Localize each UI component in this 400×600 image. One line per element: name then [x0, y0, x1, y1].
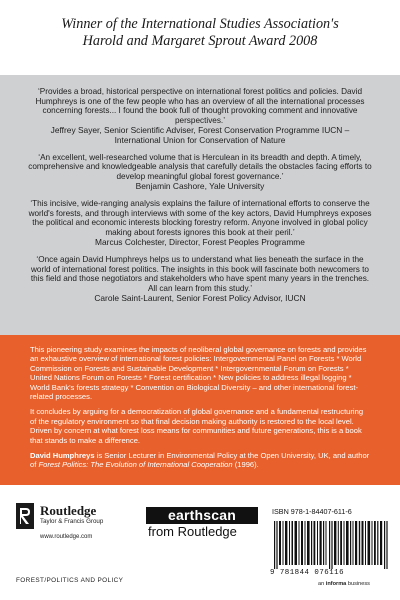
informa-prefix: an — [318, 581, 326, 587]
quote-attribution: Carole Saint-Laurent, Senior Forest Policy Advisor, IUCN — [94, 293, 306, 304]
quote-attribution: Jeffrey Sayer, Senior Scientific Adviser, Forest Conservation Programme IUCN – International Union for Conservation of Nature — [50, 125, 350, 145]
barcode-icon — [272, 521, 390, 569]
author-bio-end: (1996). — [232, 460, 259, 470]
quote-text: ‘An excellent, well-researched volume that is Herculean in its breadth and depth. A timely, comprehensive and knowledgeable analysis that carefully details the obstacles facing efforts to develop meaningful global forest governance.’ — [28, 152, 372, 181]
barcode-number: 9 781844 076116 — [270, 569, 345, 577]
routledge-name: Routledge — [40, 503, 97, 518]
award-line-2: Harold and Margaret Sprout Award 2008 — [82, 33, 318, 49]
author-bio — [30, 451, 370, 470]
quote-attribution: Benjamin Cashore, Yale University — [135, 181, 265, 192]
description-paragraph-2: It concludes by arguing for a democratization of global governance and a fundamental restructuring of the regulatory environment so that final decision making authority is restored to the local level. Driven by concern at what forest loss means for communities and future generations, this is a book that stands to make a difference. — [30, 407, 364, 445]
quote-2 — [28, 153, 372, 192]
author-previous-book: Forest Politics: The Evolution of International Cooperation — [38, 460, 233, 470]
earthscan-wordmark: earthscan — [146, 507, 258, 524]
author-name: David Humphreys — [30, 451, 95, 461]
quote-attribution: Marcus Colchester, Director, Forest Peoples Programme — [95, 237, 305, 248]
back-cover-footer — [0, 485, 400, 600]
isbn-label: ISBN 978-1-84407-611-6 — [272, 507, 352, 516]
informa-business-tag — [318, 581, 370, 587]
award-banner — [0, 0, 400, 75]
quote-4 — [28, 255, 372, 304]
routledge-group: Taylor & Francis Group — [40, 518, 104, 525]
routledge-r-icon — [16, 503, 34, 529]
author-bio-text: is Senior Lecturer in Environmental Policy at the Open University, UK, and author of — [30, 451, 370, 470]
quote-text: ‘Provides a broad, historical perspective on international forest politics and policies. David Humphreys is one of the few people who has an overview of all the international processes concerning forests... I found the book full of thought provoking comment and innovative perspectives.’ — [35, 87, 365, 125]
award-line-1: Winner of the International Studies Association's — [61, 16, 339, 32]
description-paragraph-1: This pioneering study examines the impacts of neoliberal global governance on forests and provides an exhaustive overview of international forest policies: Intergovernmental Panel on Forests * World Commission on Forests and Sustainable Development * Intergovernmental Forum on Forests * United Nations Forum on Forests * Forest certification * New policies to address illegal logging * World Bank's forests strategy * Convention on Biological Diversity – and other international forest-related processes. — [30, 345, 367, 402]
description-section — [0, 335, 400, 485]
quote-3 — [28, 199, 372, 248]
quote-text: ‘Once again David Humphreys helps us to understand what lies beneath the surface in the world of international forest politics. The insights in this book will fascinate both newcomers to this field and those negotiators and stakeholders who have spent many years in the trenches. All can learn from this study.’ — [30, 254, 370, 293]
book-category: FOREST/POLITICS AND POLICY — [16, 577, 124, 584]
routledge-logo — [16, 503, 136, 547]
quote-1 — [28, 87, 372, 146]
praise-section — [0, 75, 400, 335]
earthscan-logo — [146, 507, 258, 540]
publisher-url: www.routledge.com — [40, 534, 93, 540]
earthscan-subtitle: from Routledge — [148, 524, 237, 539]
informa-brand: informa — [325, 581, 347, 587]
informa-suffix: business — [346, 581, 370, 587]
quote-text: ‘This incisive, wide-ranging analysis explains the failure of international efforts to conserve the world's forests, and through interviews with some of the key actors, David Humphreys exposes the political and economic interests blocking forestry reform. Anyone involved in global policy making about forests ignores this book at their peril.’ — [28, 198, 372, 237]
